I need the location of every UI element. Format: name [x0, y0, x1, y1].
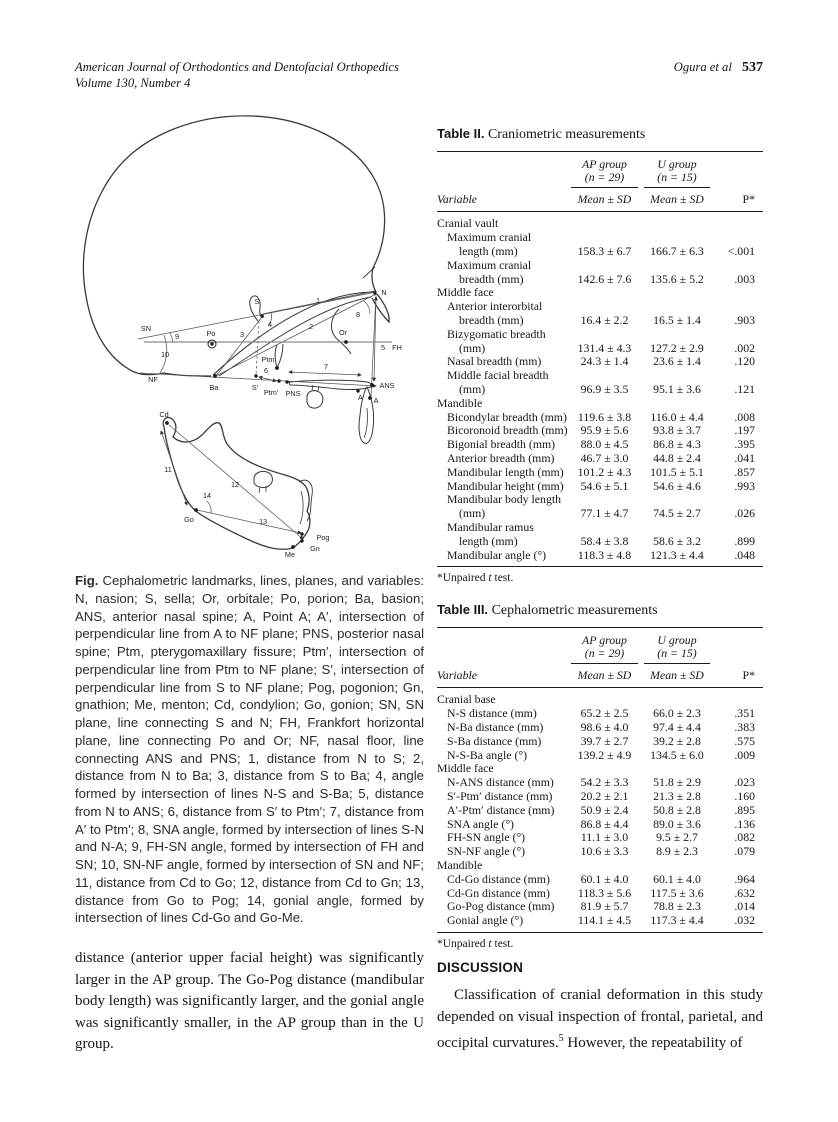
- row-ap-value: 54.2 ± 3.3: [580, 775, 629, 790]
- row-p-value: [713, 397, 763, 411]
- measurement-lines: [138, 291, 395, 539]
- row-ap-value: 86.8 ± 4.4: [580, 816, 629, 831]
- table-row: [437, 328, 763, 342]
- row-ap-value: 77.1 ± 4.7: [580, 506, 629, 521]
- figure-label-10: 10: [160, 350, 170, 359]
- column-header-mean-sd: Mean ± SD: [577, 192, 632, 207]
- row-u-value: 97.4 ± 4.4: [653, 720, 701, 734]
- table-row: [437, 693, 763, 707]
- row-variable: S′-Ptm′ distance (mm): [447, 788, 553, 803]
- table-row: [437, 466, 763, 480]
- row-variable: Cranial vault: [437, 216, 499, 231]
- row-ap-value: [568, 231, 641, 245]
- table-row: [437, 776, 763, 790]
- skull-tracing: [80, 110, 430, 570]
- journal-title: American Journal of Orthodontics and Dentofacial Orthopedics: [75, 60, 399, 74]
- figure-label-2: 2: [308, 322, 314, 331]
- table-row: [437, 286, 763, 300]
- column-header-u-group: U group (n = 15): [641, 158, 713, 188]
- row-u-value: [641, 259, 713, 273]
- table-body: [437, 212, 763, 566]
- table-row: [437, 900, 763, 914]
- table-row: [437, 411, 763, 425]
- row-p-value: [713, 300, 763, 314]
- figure-caption-label: Fig.: [75, 573, 99, 588]
- figure-label-ba: Ba: [209, 383, 219, 392]
- table-row: [437, 273, 763, 287]
- figure-label-s′: S′: [251, 383, 259, 392]
- figure-label-pns: PNS: [285, 389, 301, 398]
- row-variable: N-S-Ba angle (°): [447, 747, 528, 762]
- row-u-value: [641, 217, 713, 231]
- table-row: [437, 217, 763, 231]
- row-variable: Cranial base: [437, 692, 496, 707]
- table-row: [437, 480, 763, 494]
- figure-label-11: 11: [164, 465, 172, 474]
- row-p-value: .136: [734, 816, 755, 831]
- table-caption: [437, 602, 763, 622]
- row-variable: Mandible: [437, 857, 483, 872]
- figure-label-ptm: Ptm: [261, 355, 275, 364]
- row-variable: Bicoronoid breadth (mm): [447, 423, 568, 438]
- row-ap-value: 119.6 ± 3.8: [577, 409, 632, 424]
- table-cephalometric: [437, 602, 763, 950]
- row-ap-value: 114.1 ± 4.5: [577, 913, 632, 928]
- row-u-value: 93.8 ± 3.7: [653, 423, 701, 438]
- row-ap-value: 158.3 ± 6.7: [577, 244, 632, 258]
- figure-caption: [75, 572, 424, 927]
- row-ap-value: [568, 762, 641, 776]
- left-column-paragraph: distance (anterior upper facial height) was significantly larger in the AP group. The Go-Pog distance (mandibular body length) was significantly larger, and the gonial angle was significantly smaller, in the AP group than in the U group.: [75, 950, 424, 1053]
- row-ap-value: [568, 521, 641, 535]
- row-u-value: 39.2 ± 2.8: [653, 733, 701, 748]
- row-u-value: 86.8 ± 4.3: [653, 437, 701, 452]
- row-u-value: [641, 859, 713, 873]
- row-ap-value: [568, 300, 641, 314]
- row-ap-value: [568, 328, 641, 342]
- row-p-value: <.001: [727, 244, 755, 258]
- table-row: [437, 749, 763, 763]
- running-head-right: [674, 60, 763, 76]
- row-variable: Bizygomatic breadth: [447, 326, 546, 341]
- row-u-value: 8.9 ± 2.3: [656, 844, 698, 859]
- row-variable: Mandibular height (mm): [447, 478, 564, 493]
- row-u-value: 54.6 ± 4.6: [653, 478, 701, 493]
- row-p-value: .121: [734, 381, 755, 396]
- table-row: [437, 438, 763, 452]
- row-variable: Maximum cranial: [447, 230, 532, 245]
- row-variable: Mandibular ramus: [447, 519, 534, 534]
- row-u-value: [641, 300, 713, 314]
- figure-label-or: Or: [338, 328, 348, 337]
- row-p-value: .009: [734, 747, 755, 762]
- row-variable: Mandibular length (mm): [447, 464, 564, 479]
- row-ap-value: 131.4 ± 4.3: [577, 340, 632, 355]
- row-variable: A′-Ptm′ distance (mm): [447, 802, 555, 817]
- table-row: [437, 845, 763, 859]
- table-row: [437, 259, 763, 273]
- table-row: [437, 314, 763, 328]
- row-p-value: .857: [734, 464, 755, 479]
- row-variable: Gonial angle (°): [447, 913, 524, 928]
- figure-label-4: 4: [267, 320, 273, 329]
- row-u-value: 58.6 ± 3.2: [653, 533, 701, 548]
- row-ap-value: 118.3 ± 4.8: [577, 547, 632, 562]
- row-variable: SN-NF angle (°): [447, 844, 526, 859]
- row-p-value: .351: [734, 706, 755, 721]
- row-p-value: .008: [734, 409, 755, 424]
- table-row: [437, 873, 763, 887]
- row-p-value: .395: [734, 437, 755, 452]
- row-u-value: [641, 521, 713, 535]
- table-header: [437, 628, 763, 687]
- column-header-mean-sd: Mean ± SD: [650, 192, 704, 207]
- row-p-value: [713, 286, 763, 300]
- figure-label-cd: Cd: [159, 410, 169, 419]
- skull-outline: [83, 116, 389, 444]
- row-ap-value: [568, 859, 641, 873]
- row-ap-value: [568, 369, 641, 383]
- table-craniometric: [437, 126, 763, 584]
- row-u-value: 9.5 ± 2.7: [656, 830, 698, 845]
- table-caption-label: Table II.: [437, 126, 485, 141]
- row-ap-value: 60.1 ± 4.0: [580, 871, 629, 886]
- row-variable: Anterior breadth (mm): [447, 450, 555, 465]
- row-variable: (mm): [459, 506, 486, 521]
- authors: Ogura et al: [673, 60, 732, 74]
- row-p-value: .041: [734, 450, 755, 465]
- table-row: [437, 245, 763, 259]
- row-u-value: [641, 693, 713, 707]
- row-p-value: [713, 521, 763, 535]
- row-u-value: 66.0 ± 2.3: [653, 706, 701, 721]
- table-row: [437, 507, 763, 521]
- column-header-u-group: U group (n = 15): [641, 634, 713, 664]
- row-u-value: 89.0 ± 3.6: [653, 816, 701, 831]
- row-variable: (mm): [459, 340, 486, 355]
- row-ap-value: 88.0 ± 4.5: [580, 437, 629, 452]
- figure-label-po: Po: [206, 329, 216, 338]
- row-u-value: 74.5 ± 2.7: [653, 506, 701, 521]
- row-p-value: [713, 859, 763, 873]
- figure-label-1: 1: [315, 296, 321, 305]
- row-u-value: [641, 397, 713, 411]
- row-p-value: [713, 259, 763, 273]
- row-ap-value: 46.7 ± 3.0: [580, 450, 629, 465]
- table-row: [437, 549, 763, 563]
- row-p-value: .026: [734, 506, 755, 521]
- table-row: [437, 300, 763, 314]
- figure-label-gn: Gn: [310, 544, 320, 553]
- row-u-value: 116.0 ± 4.4: [650, 409, 704, 424]
- column-header-mean-sd: Mean ± SD: [577, 668, 632, 683]
- row-ap-value: 16.4 ± 2.2: [580, 312, 629, 327]
- row-p-value: [713, 231, 763, 245]
- table-row: [437, 521, 763, 535]
- row-variable: Mandibular angle (°): [447, 547, 547, 562]
- figure-label-nf: NF: [148, 375, 158, 384]
- figure-caption-text: Cephalometric landmarks, lines, planes, and variables: N, nasion; S, sella; Or, orbitale; Po, porion; Ba, basion; ANS, anterior nasal spine; A, Point A; A′, intersection of perpendicular line from A to NF plane; PNS, posterior nasal spine; Ptm, pterygomaxillary fissure; Ptm′, intersection of perpendicular line from Ptm to NF plane; S′, intersection of perpendicular line from S to NF plane; Pog, pogonion; Gn, gnathion; Me, menton; Cd, condylion; Go, gonion; SN, SN plane, line connecting S and N; FH, Frankfort horizontal plane, line connecting Po and Or; NF, nasal floor, line connecting ANS and PNS; 1, distance from N to S; 2, distance from N to Ba; 3, distance from S to Ba; 4, angle formed by intersection of lines N-S and S-Ba; 5, distance from N to ANS; 6, distance from S′ to Ptm′; 7, distance from A′ to Ptm′; 8, SNA angle, formed by intersection of lines S-N and N-A; 9, FH-SN angle, formed by intersection of FH and SN; 10, SN-NF angle, formed by intersection of SN and NF; 11, distance from Cd to Go; 12, distance from Cd to Gn; 13, distance from Go to Pog; 14, gonial angle, formed by intersection of lines Cd-Go and Go-Me.: [75, 573, 424, 926]
- figure-label-13: 13: [258, 517, 268, 526]
- row-u-value: [641, 369, 713, 383]
- row-p-value: .160: [734, 788, 755, 803]
- table-row: [437, 735, 763, 749]
- table-row: [437, 762, 763, 776]
- row-ap-value: [568, 259, 641, 273]
- row-variable: length (mm): [459, 244, 518, 258]
- table-row: [437, 859, 763, 873]
- row-ap-value: 139.2 ± 4.9: [577, 747, 632, 762]
- row-p-value: .993: [734, 478, 755, 493]
- table-caption-text: Cephalometric measurements: [488, 603, 658, 618]
- row-variable: Nasal breadth (mm): [447, 354, 542, 369]
- row-variable: N-S distance (mm): [447, 706, 537, 721]
- discussion-heading: DISCUSSION: [437, 960, 524, 975]
- row-u-value: 23.6 ± 1.4: [653, 354, 701, 369]
- table-footnote: *Unpaired t test.: [437, 572, 514, 585]
- row-u-value: 135.6 ± 5.2: [650, 271, 704, 286]
- row-u-value: [641, 231, 713, 245]
- row-ap-value: 98.6 ± 4.0: [580, 720, 629, 734]
- table-rule: [437, 932, 763, 933]
- row-p-value: .903: [734, 312, 755, 327]
- row-variable: Go-Pog distance (mm): [447, 899, 555, 914]
- figure-label-6: 6: [263, 366, 269, 375]
- discussion-section: [437, 960, 763, 1055]
- column-header-p: P*: [742, 192, 755, 207]
- figure-label-3: 3: [239, 330, 245, 339]
- table-row: [437, 369, 763, 383]
- table-row: [437, 342, 763, 356]
- figure-label-5: 5: [380, 343, 386, 352]
- table-caption: [437, 126, 763, 146]
- row-variable: Anterior interorbital: [447, 299, 543, 314]
- row-ap-value: 11.1 ± 3.0: [580, 830, 629, 845]
- row-u-value: [641, 493, 713, 507]
- row-variable: Middle face: [437, 761, 494, 776]
- row-ap-value: 96.9 ± 3.5: [580, 381, 629, 396]
- table-row: [437, 818, 763, 832]
- row-variable: Middle face: [437, 285, 494, 300]
- row-ap-value: 142.6 ± 7.6: [577, 271, 632, 286]
- row-p-value: [713, 493, 763, 507]
- table-body: [437, 688, 763, 932]
- column-header-variable: Variable: [437, 668, 477, 683]
- table-row: [437, 493, 763, 507]
- table-row: [437, 721, 763, 735]
- row-p-value: .023: [734, 775, 755, 790]
- table-row: [437, 707, 763, 721]
- row-variable: N-ANS distance (mm): [447, 775, 554, 790]
- table-row: [437, 535, 763, 549]
- row-ap-value: 24.3 ± 1.4: [580, 354, 629, 369]
- row-u-value: 121.3 ± 4.4: [650, 547, 704, 562]
- figure-label-ans: ANS: [379, 381, 395, 390]
- row-p-value: .197: [734, 423, 755, 438]
- figure-label-sn: SN: [140, 324, 152, 333]
- figure-label-7: 7: [323, 362, 329, 371]
- row-ap-value: 58.4 ± 3.8: [580, 533, 629, 548]
- figure-label-a′: A′: [357, 393, 365, 402]
- row-ap-value: [568, 693, 641, 707]
- row-p-value: [713, 328, 763, 342]
- row-variable: Maximum cranial: [447, 257, 532, 272]
- row-u-value: 51.8 ± 2.9: [653, 775, 701, 790]
- row-ap-value: 81.9 ± 5.7: [580, 899, 629, 914]
- running-head-left: [75, 60, 399, 91]
- row-p-value: .082: [734, 830, 755, 845]
- table-header: [437, 152, 763, 211]
- row-u-value: 117.3 ± 4.4: [650, 913, 704, 928]
- figure-label-n: N: [381, 288, 387, 297]
- row-variable: breadth (mm): [459, 312, 524, 327]
- row-u-value: 95.1 ± 3.6: [653, 381, 701, 396]
- row-ap-value: 50.9 ± 2.4: [580, 802, 629, 817]
- row-p-value: .079: [734, 844, 755, 859]
- row-u-value: 50.8 ± 2.8: [653, 802, 701, 817]
- row-p-value: .964: [734, 871, 755, 886]
- row-p-value: .383: [734, 720, 755, 734]
- table-caption-text: Craniometric measurements: [484, 127, 646, 142]
- table-row: [437, 397, 763, 411]
- row-p-value: .575: [734, 733, 755, 748]
- row-variable: FH-SN angle (°): [447, 830, 526, 845]
- table-row: [437, 914, 763, 928]
- table-row: [437, 790, 763, 804]
- row-u-value: [641, 328, 713, 342]
- row-variable: (mm): [459, 381, 486, 396]
- row-variable: Mandibular body length: [447, 492, 562, 507]
- row-p-value: .002: [734, 340, 755, 355]
- row-ap-value: [568, 397, 641, 411]
- discussion-paragraph: Classification of cranial deformation in this study depended on visual inspection of frontal, parietal, and occipital curvatures.$^5$ However, the repeatability of: [437, 987, 763, 1052]
- row-u-value: 117.5 ± 3.6: [650, 885, 704, 900]
- table-footnote: *Unpaired t test.: [437, 937, 514, 950]
- figure-label-9: 9: [174, 332, 180, 341]
- column-header-variable: Variable: [437, 192, 477, 207]
- figure-label-12: 12: [230, 480, 240, 489]
- page-number: 537: [742, 60, 763, 75]
- figure-label-me: Me: [284, 550, 296, 559]
- figure-label-ptm′: Ptm′: [263, 388, 279, 397]
- row-p-value: .048: [734, 547, 755, 562]
- column-header-mean-sd: Mean ± SD: [650, 668, 704, 683]
- column-header-ap-group: AP group (n = 29): [568, 634, 641, 664]
- row-p-value: [713, 693, 763, 707]
- figure-label-go: Go: [184, 515, 194, 524]
- row-u-value: 21.3 ± 2.8: [653, 788, 701, 803]
- table-row: [437, 887, 763, 901]
- table-row: [437, 452, 763, 466]
- row-u-value: 78.8 ± 2.3: [653, 899, 701, 914]
- row-variable: N-Ba distance (mm): [447, 720, 544, 734]
- row-u-value: 44.8 ± 2.4: [653, 450, 701, 465]
- row-variable: length (mm): [459, 533, 518, 548]
- figure-label-fh: FH: [392, 343, 402, 352]
- row-variable: SNA angle (°): [447, 816, 514, 831]
- row-ap-value: [568, 286, 641, 300]
- volume-line: Volume 130, Number 4: [75, 75, 191, 90]
- figure-label-s: S: [254, 297, 260, 306]
- row-u-value: 101.5 ± 5.1: [650, 464, 704, 479]
- row-ap-value: [568, 217, 641, 231]
- row-ap-value: 118.3 ± 5.6: [577, 885, 632, 900]
- table-row: [437, 355, 763, 369]
- row-variable: Bicondylar breadth (mm): [447, 409, 567, 424]
- row-variable: Middle facial breadth: [447, 368, 549, 383]
- row-u-value: 16.5 ± 1.4: [653, 312, 701, 327]
- row-variable: Mandible: [437, 395, 483, 410]
- table-caption-label: Table III.: [437, 602, 489, 617]
- row-p-value: [713, 762, 763, 776]
- table-rule: [437, 566, 763, 567]
- row-ap-value: 20.2 ± 2.1: [580, 788, 629, 803]
- row-u-value: 60.1 ± 4.0: [653, 871, 701, 886]
- row-variable: S-Ba distance (mm): [447, 733, 542, 748]
- row-p-value: [713, 217, 763, 231]
- table-row: [437, 804, 763, 818]
- row-ap-value: 65.2 ± 2.5: [580, 706, 629, 721]
- table-row: [437, 383, 763, 397]
- figure-label-8: 8: [355, 310, 361, 319]
- table-row: [437, 231, 763, 245]
- row-u-value: 127.2 ± 2.9: [650, 340, 704, 355]
- table-row: [437, 424, 763, 438]
- row-u-value: 166.7 ± 6.3: [650, 244, 704, 258]
- figure-labels: [141, 288, 402, 559]
- column-header-ap-group: AP group (n = 29): [568, 158, 641, 188]
- row-u-value: 134.5 ± 6.0: [650, 747, 704, 762]
- figure-label-14: 14: [202, 491, 212, 500]
- row-ap-value: 39.7 ± 2.7: [580, 733, 629, 748]
- row-variable: breadth (mm): [459, 271, 524, 286]
- row-ap-value: 10.6 ± 3.3: [580, 844, 629, 859]
- row-p-value: .014: [734, 899, 755, 914]
- figure-label-pog: Pog: [316, 533, 330, 542]
- row-p-value: .032: [734, 913, 755, 928]
- table-row: [437, 831, 763, 845]
- row-ap-value: 101.2 ± 4.3: [577, 464, 632, 479]
- row-variable: Cd-Gn distance (mm): [447, 885, 550, 900]
- row-p-value: .632: [734, 885, 755, 900]
- row-p-value: .895: [734, 802, 755, 817]
- row-variable: Cd-Go distance (mm): [447, 871, 550, 886]
- row-p-value: .899: [734, 533, 755, 548]
- reference-superscript: 5: [558, 1033, 564, 1045]
- row-p-value: .120: [734, 354, 755, 369]
- row-ap-value: [568, 493, 641, 507]
- row-variable: Bigonial breadth (mm): [447, 437, 556, 452]
- row-u-value: [641, 762, 713, 776]
- row-u-value: [641, 286, 713, 300]
- row-ap-value: 54.6 ± 5.1: [580, 478, 629, 493]
- row-ap-value: 95.9 ± 5.6: [580, 423, 629, 438]
- figure-label-a: A: [373, 396, 379, 405]
- cephalometric-figure: [80, 110, 430, 570]
- row-p-value: .003: [734, 271, 755, 286]
- row-p-value: [713, 369, 763, 383]
- column-header-p: P*: [742, 668, 755, 683]
